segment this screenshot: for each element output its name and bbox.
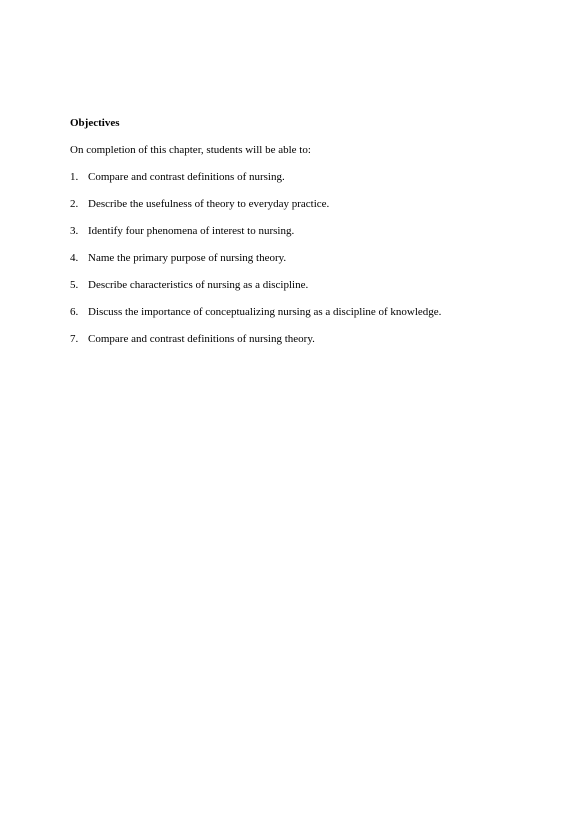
objective-text: Compare and contrast definitions of nursing. [88, 171, 285, 183]
objective-item [70, 252, 530, 265]
objective-text: Compare and contrast definitions of nursing theory. [88, 333, 315, 345]
objective-number: 2. [70, 198, 79, 210]
objective-item [70, 225, 530, 238]
objective-number: 4. [70, 252, 79, 264]
intro-text: On completion of this chapter, students will be able to: [70, 144, 311, 156]
objective-number: 6. [70, 306, 79, 318]
objective-text: Describe the usefulness of theory to everyday practice. [88, 198, 330, 210]
objective-item [70, 306, 530, 319]
objectives-list [70, 171, 530, 346]
objectives-section [70, 117, 530, 360]
objective-item [70, 198, 530, 211]
objective-text: Identify four phenomena of interest to nursing. [88, 225, 295, 237]
objective-number: 3. [70, 225, 79, 237]
objective-number: 1. [70, 171, 79, 183]
objective-number: 5. [70, 279, 79, 291]
section-heading: Objectives [70, 117, 120, 129]
objective-item [70, 171, 530, 184]
objective-item [70, 333, 530, 346]
objective-text: Describe characteristics of nursing as a discipline. [88, 279, 309, 291]
objective-number: 7. [70, 333, 79, 345]
objective-text: Name the primary purpose of nursing theory. [88, 252, 287, 264]
objective-item [70, 279, 530, 292]
objective-text: Discuss the importance of conceptualizing nursing as a discipline of knowledge. [88, 306, 442, 318]
